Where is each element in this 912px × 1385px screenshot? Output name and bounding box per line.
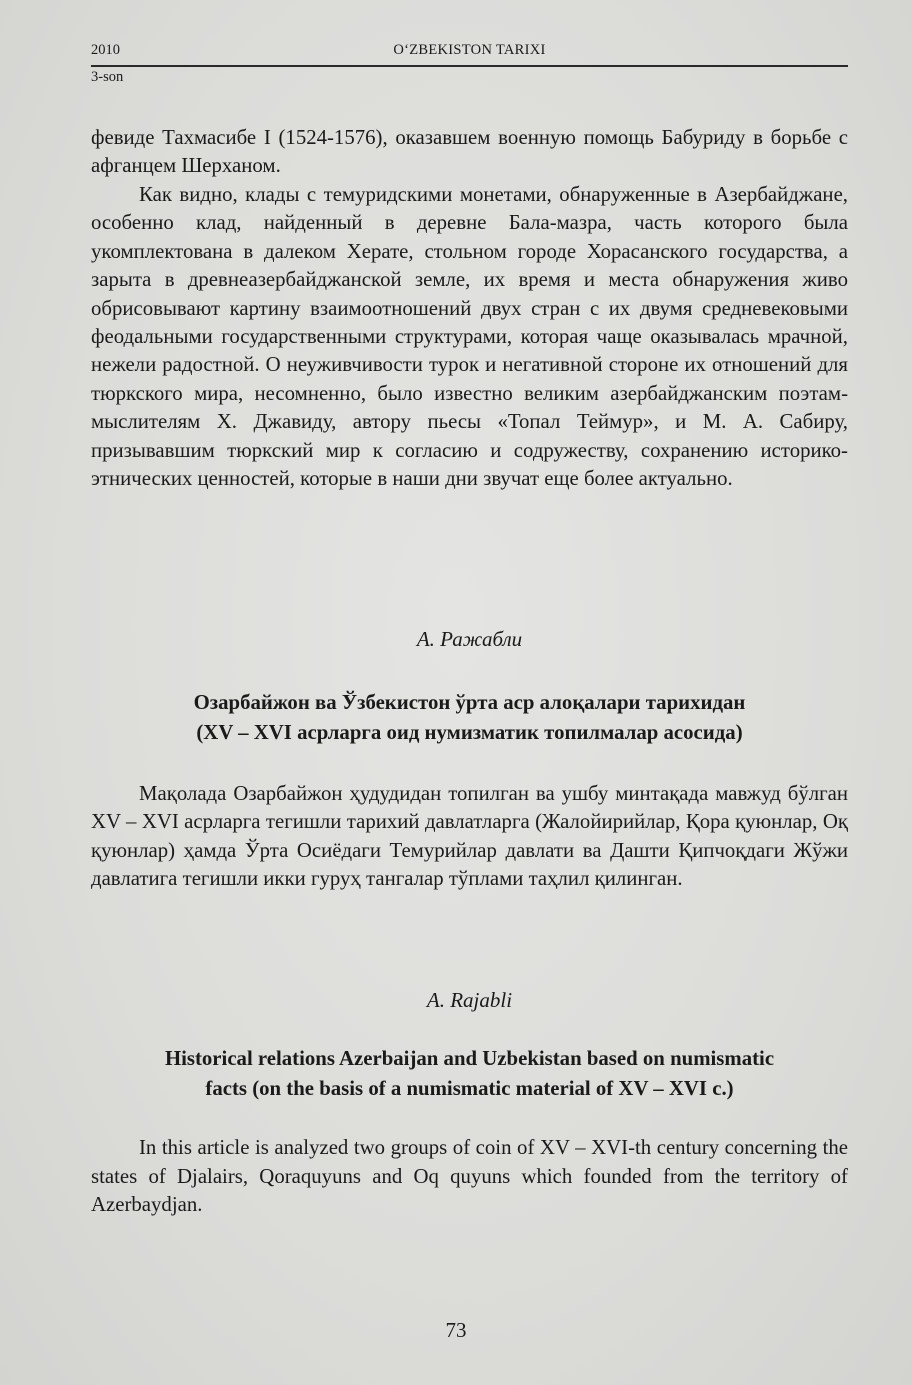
english-summary-title	[91, 1044, 848, 1104]
uzbek-summary-text: Мақолада Озарбайжон ҳудудидан топилган ва ушбу минтақада мавжуд бўлган XV – XVI асрларга тегишли тарихий давлатларга (Жалойирийлар, Қора қуюнлар, Оқ қуюнлар) ҳамда Ўрта Осиёдаги Темурийлар давлати ва Дашти Қипчоқдаги Жўжи давлатига тегишли икки гуруҳ тангалар тўплами таҳлил қилинган.	[91, 782, 848, 891]
running-header	[91, 42, 848, 64]
uzbek-summary-title	[91, 688, 848, 748]
article-paragraph-1: февиде Тахмасибе I (1524-1576), оказавшем военную помощь Бабуриду в борьбе с афганцем Шерханом.	[91, 126, 848, 178]
header-rule	[91, 65, 848, 67]
english-title-line-2: facts (on the basis of a numismatic material of XV – XVI c.)	[205, 1077, 734, 1100]
english-title-line-1: Historical relations Azerbaijan and Uzbekistan based on numismatic	[164, 1047, 775, 1070]
header-journal-title: O‘ZBEKISTON TARIXI	[393, 42, 546, 58]
article-paragraph-2: Как видно, клады с темуридскими монетами, обнаруженные в Азербайджане, особенно клад, найденный в деревне Бала-мазра, часть которого была укомплектована в далеком Херате, стольном городе Хорасанского государства, а зарыта в древнеазербайджанской земле, их время и места обнаружения живо обрисовывают картину взаимоотношений двух стран с их двумя средневековыми феодальными государственными структурами, которая чаще оказывалась мрачной, нежели радостной. О неуживчивости турок и негативной стороне их отношений для тюркского мира, несомненно, было известно великим азербайджанским поэтам-мыслителям Х. Джавиду, автору пьесы «Топал Теймур», и М. А. Сабиру, призывавшим тюркский мир к согласию и содружеству, сохранению историко-этнических ценностей, которые в наши дни звучат еще более актуально.	[91, 183, 848, 491]
uzbek-title-line-2: (XV – XVI асрларга оид нумизматик топилмалар асосида)	[196, 721, 743, 744]
english-author: A. Rajabli	[426, 988, 513, 1012]
uzbek-title-line-1: Озарбайжон ва Ўзбекистон ўрта аср алоқалари тарихидан	[193, 691, 746, 714]
header-year: 2010	[91, 42, 120, 58]
header-issue: 3-son	[91, 69, 124, 85]
english-summary-text: In this article is analyzed two groups of coin of XV – XVI-th century concerning the states of Djalairs, Qoraquyuns and Oq quyuns which founded from the territory of Azerbaydjan.	[91, 1136, 848, 1217]
page-number: 73	[445, 1318, 467, 1342]
article-author-cyrillic: А. Ражабли	[416, 627, 523, 651]
